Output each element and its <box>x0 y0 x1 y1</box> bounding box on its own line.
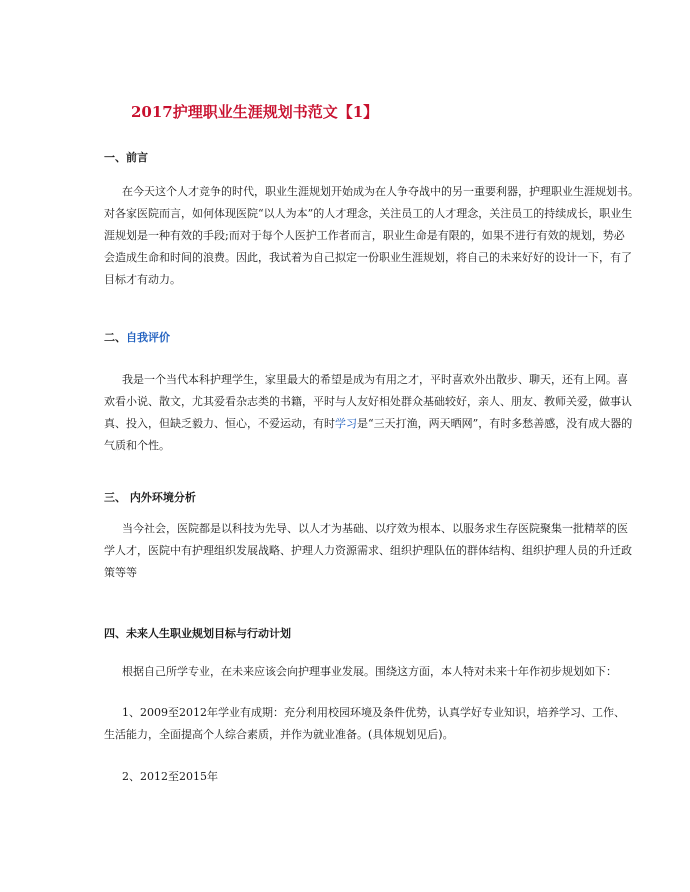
self-evaluation-line: 气质和个性。 <box>104 439 170 452</box>
section-heading-career-plan: 四、未来人生职业规划目标与行动计划 <box>104 627 291 640</box>
text-run: 是“三天打渔，两天晒网”，有时多愁善感，没有成大器的 <box>357 417 633 430</box>
plan-item-2: 2、2012至2015年 <box>122 770 218 783</box>
preface-line: 对各家医院而言，如何体现医院“以人为本”的人才理念，关注员工的人才理念，关注员工的持续成长，职业生 <box>104 207 633 220</box>
plan-item-1 <box>104 702 625 746</box>
preface-line: 涯规划是一种有效的手段;而对于每个人医护工作者而言，职业生命是有限的，如果不进行有效的规划，势必 <box>104 229 625 242</box>
self-evaluation-line: 欢看小说、散文，尤其爱看杂志类的书籍，平时与人友好相处群众基础较好，亲人、朋友、教师关爱，做事认 <box>104 395 632 408</box>
environment-line: 策等等 <box>104 566 137 579</box>
section-heading-preface: 一、前言 <box>104 151 148 164</box>
section-heading-environment: 三、 内外环境分析 <box>104 491 196 504</box>
preface-paragraph <box>104 181 639 291</box>
environment-line: 学人才，医院中有护理组织发展战略、护理人力资源需求、组织护理队伍的群体结构、组织护理人员的升迁政 <box>104 544 632 557</box>
plan-item-line: 生活能力，全面提高个人综合素质，并作为就业准备。(具体规划见后)。 <box>104 728 454 741</box>
heading-prefix: 二、 <box>104 331 126 344</box>
self-evaluation-line <box>104 413 633 435</box>
plan-item-line: 1、2009至2012年学业有成期：充分利用校园环境及条件优势，认真学好专业知识，培养学习、工作、 <box>122 706 625 719</box>
document-title: 2017护理职业生涯规划书范文【1】 <box>131 103 379 121</box>
study-link[interactable]: 学习 <box>335 417 357 430</box>
preface-line: 会造成生命和时间的浪费。因此，我试着为自己拟定一份职业生涯规划，将自己的未来好好的设计一下，有了 <box>104 251 632 264</box>
preface-line: 目标才有动力。 <box>104 273 181 286</box>
text-run: 真、投入，但缺乏毅力、恒心，不爱运动，有时 <box>104 417 335 430</box>
self-evaluation-link[interactable]: 自我评价 <box>126 331 170 344</box>
environment-line: 当今社会，医院都是以科技为先导、以人才为基础、以疗效为根本、以服务求生存医院聚集一批精萃的医 <box>122 522 628 535</box>
self-evaluation-paragraph <box>104 369 633 457</box>
preface-line: 在今天这个人才竞争的时代，职业生涯规划开始成为在人争夺战中的另一重要利器，护理职业生涯规划书。 <box>122 185 639 198</box>
self-evaluation-line: 我是一个当代本科护理学生，家里最大的希望是成为有用之才，平时喜欢外出散步、聊天，还有上网。喜 <box>122 373 628 386</box>
career-plan-intro: 根据自己所学专业，在未来应该会向护理事业发展。围绕这方面，本人特对未来十年作初步规划如下： <box>122 665 617 678</box>
environment-paragraph <box>104 518 632 584</box>
section-heading-self-evaluation <box>104 330 170 346</box>
